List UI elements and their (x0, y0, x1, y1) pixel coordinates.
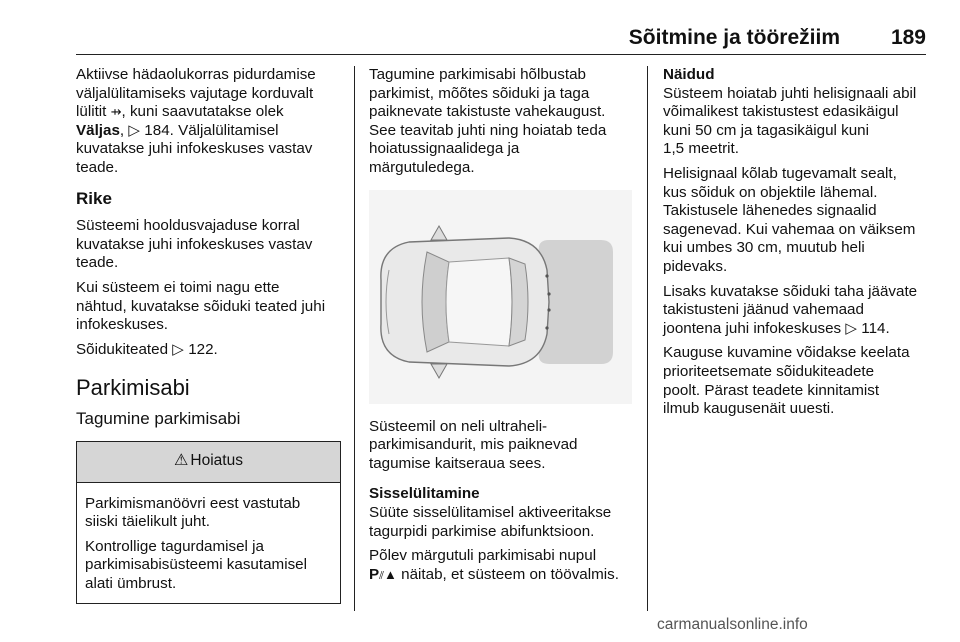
paragraph-sensors: Süsteemil on neli ultraheli- parkimisandurit, mis paiknevad tagumise kaitseraua sees. (369, 417, 578, 472)
page-header (76, 26, 926, 55)
heading-rike: Rike (76, 188, 112, 208)
column-middle (369, 66, 635, 591)
column-right (663, 66, 933, 425)
heading-naidud: Näidud (663, 66, 715, 83)
page-reference-link[interactable]: 184 (144, 121, 170, 139)
paragraph-distance-display: Lisaks kuvatakse sõiduki taha jäävate takistusteni jäänud vahemaad joontena juhi infokeskuses ▷ 114. (663, 282, 918, 337)
parking-assist-button-icon: P⫽▲ (369, 565, 397, 583)
watermark: carmanualsonline.info (657, 616, 808, 633)
header-title: Sõitmine ja töörežiim (628, 26, 840, 49)
page-reference-icon: ▷ (128, 121, 141, 139)
esc-off-icon: ⇸ (110, 104, 122, 120)
paragraph-service: Süsteemi hooldusvajaduse korral kuvatakse juhi infokeskuses vastav teade. (76, 217, 313, 272)
paragraph-warning-range: Süsteem hoiatab juhti helisignaali abil võimalikest takistustest edasikäigul kuni 50 cm ja tagasikäigul kuni 1,5 meetrit. (663, 84, 917, 158)
warning-body: Parkimismanöövri eest vastutab siiski täielikult juht. Kontrollige tagurdamisel ja parkimisabisüsteemi kasutamisel alati ümbrust. (85, 494, 307, 592)
paragraph-intro: Tagumine parkimisabi hõlbustab parkimist, mõõtes sõiduki ja taga paiknevate takistuste vahekaugust. See teavitab juhti ning hoiatab teda hoiatussignaalidega ja märgutuledega. (369, 66, 607, 176)
paragraph-vehicle-messages: Sõidukiteated ▷ 122. (76, 340, 218, 358)
column-divider-2 (647, 66, 648, 611)
heading-parkimisabi: Parkimisabi (76, 375, 190, 401)
warning-triangle-icon: ⚠ (174, 452, 189, 470)
page-reference-icon: ▷ (845, 319, 858, 337)
paragraph-display-priority: Kauguse kuvamine võidakse keelata prioriteetsemate sõidukiteadete poolt. Pärast teadete kinnitamist ilmub kaugusenäit uuesti. (663, 344, 910, 418)
paragraph-deactivation: Aktiivse hädaolukorras pidurdamise väljalülitamiseks vajutage korduvalt lülitit ⇸, kuni saavutatakse olek Väljas, ▷ 184. Väljalülitamisel kuvatakse juhi infokeskuses vastav teade. (76, 66, 316, 176)
heading-sisselulitamine: Sisselülitamine (369, 485, 480, 503)
column-left (76, 66, 346, 604)
warning-header (77, 442, 340, 483)
column-divider-1 (354, 66, 355, 611)
car-top-view-icon (369, 190, 632, 404)
paragraph-activation: Süüte sisselülitamisel aktiveeritakse tagurpidi parkimise abifunktsioon. (369, 503, 612, 540)
state-label: Väljas (76, 121, 120, 139)
paragraph-signal: Helisignaal kõlab tugevamalt sealt, kus sõiduk on objektile lähemal. Takistusele lähenedes signaalid sagenevad. Kui vahemaa on väiksem kui umbes 30 cm, muutub heli pidevaks. (663, 164, 916, 275)
page-reference-link[interactable]: 114 (861, 319, 886, 337)
car-sensor-illustration (369, 190, 632, 404)
warning-title: Hoiatus (190, 452, 243, 470)
paragraph-malfunction: Kui süsteem ei toimi nagu ette nähtud, kuvatakse sõiduki teated juhi infokeskuses. (76, 278, 326, 334)
page-reference-link[interactable]: 122 (188, 340, 214, 358)
paragraph-indicator: Põlev märgutuli parkimisabi nupul P⫽▲ näitab, et süsteem on töövalmis. (369, 547, 619, 583)
page-number: 189 (890, 26, 926, 49)
warning-box (76, 441, 341, 605)
heading-tagumine-parkimisabi: Tagumine parkimisabi (76, 408, 241, 428)
page-reference-icon: ▷ (172, 340, 184, 358)
